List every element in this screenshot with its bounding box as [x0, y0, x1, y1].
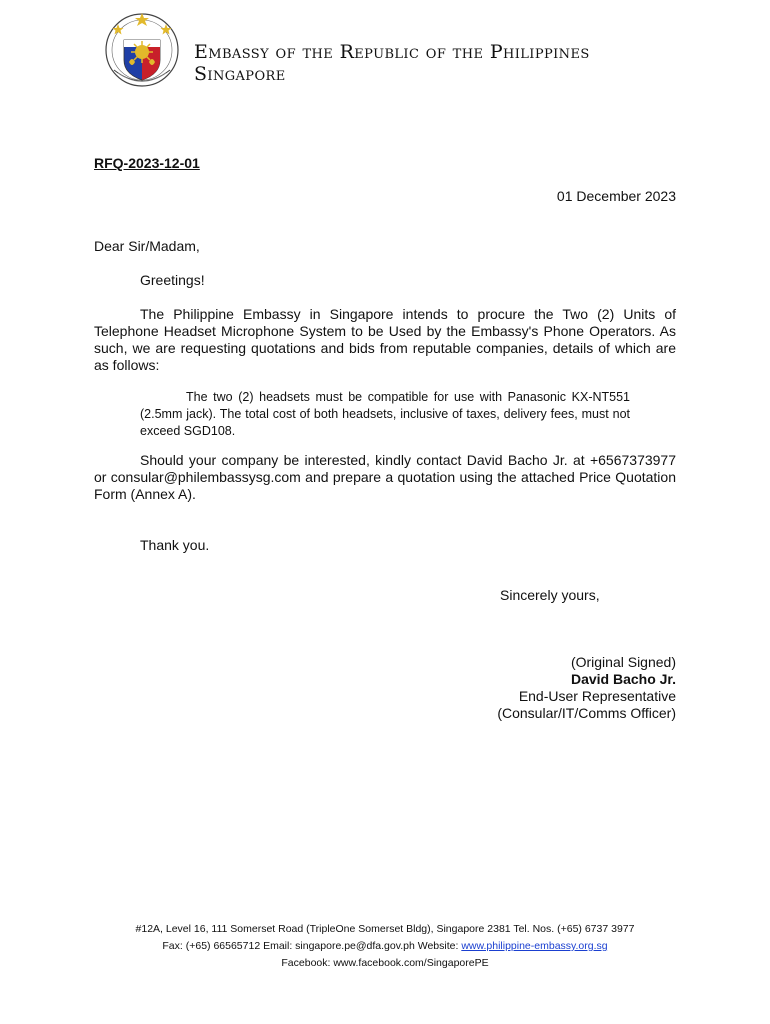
signature-block: [497, 654, 676, 722]
letterhead: [104, 10, 724, 90]
reference-number: RFQ-2023-12-01: [94, 155, 200, 171]
salutation: Dear Sir/Madam,: [94, 238, 200, 254]
footer: [0, 921, 770, 972]
body-paragraph-contact: Should your company be interested, kindly contact David Bacho Jr. at +6567373977 or consular@philembassysg.com and prepare a quotation using the attached Price Quotation Form (Annex A).: [94, 452, 676, 502]
letter-date: 01 December 2023: [556, 188, 676, 204]
footer-fax-email: Fax: (+65) 66565712 Email: singapore.pe@dfa.gov.ph Website:: [162, 940, 462, 952]
signatory-title: End-User Representative: [518, 688, 676, 704]
thanks-line: Thank you.: [140, 537, 210, 553]
philippine-seal-icon: [104, 10, 180, 88]
item-details: The two (2) headsets must be compatible for use with Panasonic KX-NT551 (2.5mm jack). The total cost of both headsets, inclusive of taxes, delivery fees, must not exceed SGD108.: [140, 390, 630, 438]
embassy-name: [194, 41, 590, 85]
footer-facebook: Facebook: www.facebook.com/SingaporePE: [281, 957, 489, 969]
signatory-position: (Consular/IT/Comms Officer): [497, 705, 676, 721]
signature-note: (Original Signed): [570, 654, 676, 670]
website-link[interactable]: www.philippine-embassy.org.sg: [461, 940, 608, 952]
embassy-name-line2: Singapore: [194, 63, 286, 85]
footer-address: #12A, Level 16, 111 Somerset Road (TripleOne Somerset Bldg), Singapore 2381 Tel. Nos. (+65) 6737 3977: [135, 923, 635, 935]
footer-contact-line: [0, 938, 770, 955]
body-paragraph-procurement: The Philippine Embassy in Singapore intends to procure the Two (2) Units of Telephone Headset Microphone System to be Used by the Embassy's Phone Operators. As such, we are requesting quotations and bids from reputable companies, details of which are as follows:: [94, 306, 676, 373]
greeting: Greetings!: [140, 272, 205, 288]
embassy-name-line1: Embassy of the Republic of the Philippines: [194, 41, 590, 63]
closing-line: Sincerely yours,: [500, 587, 600, 603]
signatory-name: David Bacho Jr.: [570, 671, 676, 687]
